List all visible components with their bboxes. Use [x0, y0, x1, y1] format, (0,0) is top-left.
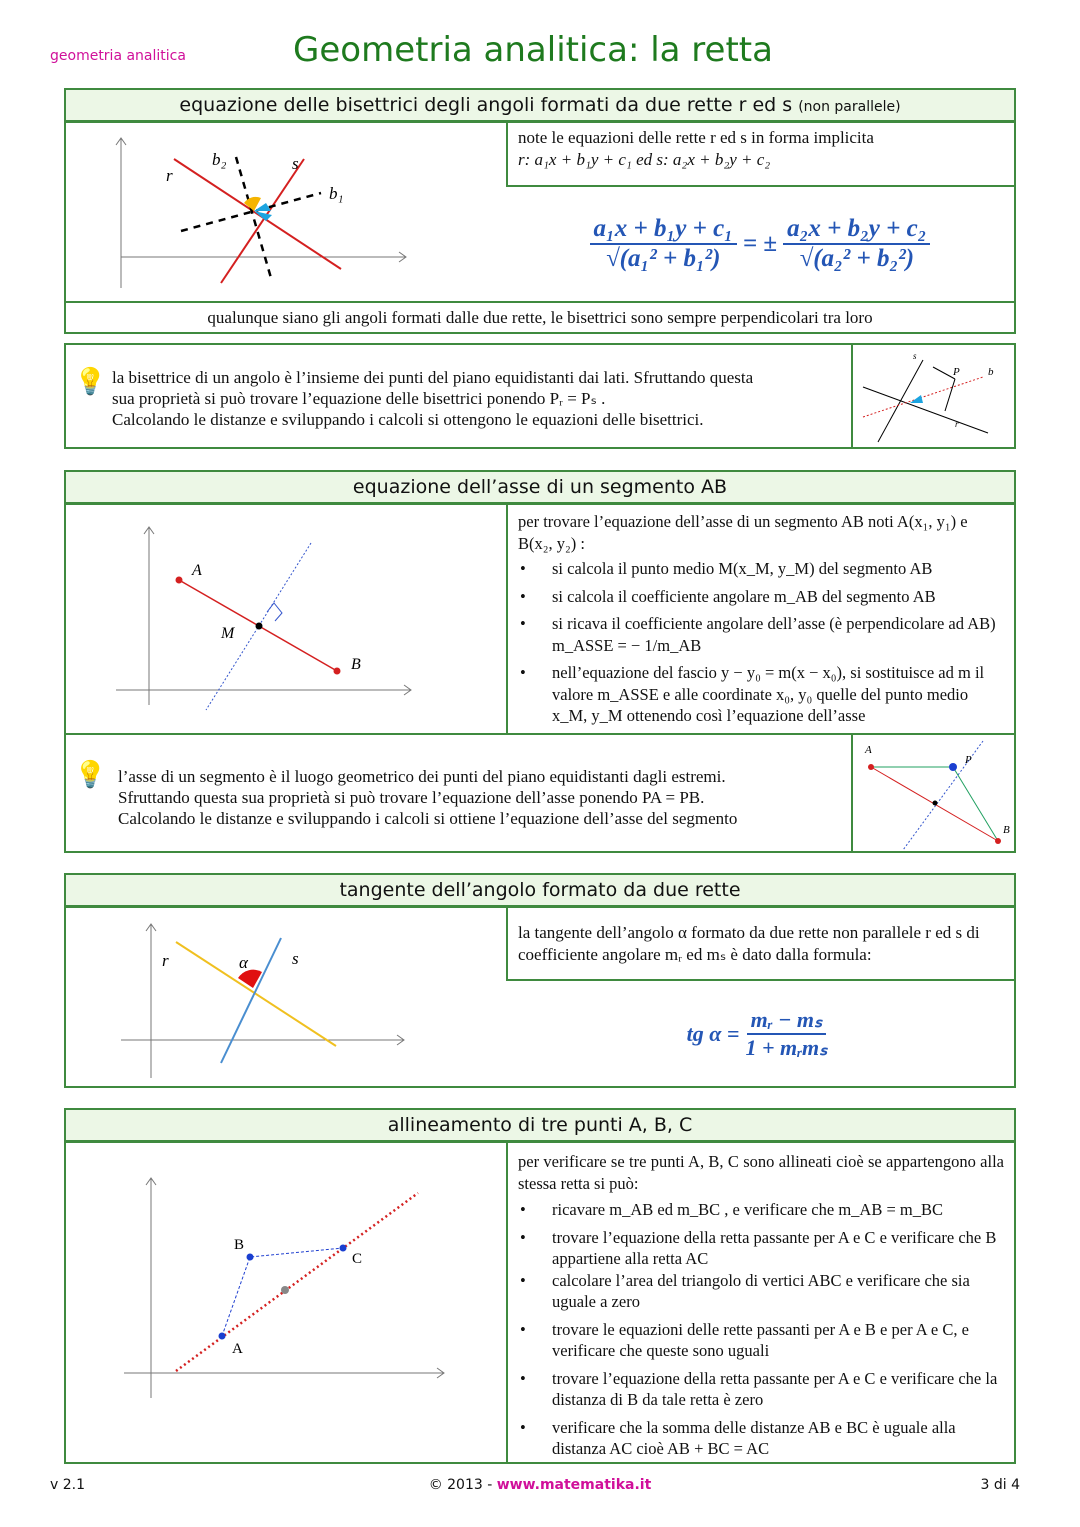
version: v 2.1	[50, 1477, 85, 1493]
list-item: • si calcola il coefficiente angolare m_AB del segmento AB	[518, 586, 1004, 608]
diagram-asse	[66, 505, 506, 733]
svg-text:P: P	[953, 366, 960, 378]
site-link[interactable]: www.matematika.it	[496, 1477, 652, 1493]
intro-text: note le equazioni delle rette r ed s in forma implicita	[518, 128, 874, 147]
intro-text: per verificare se tre punti A, B, C sono allineati cioè se appartengono alla stessa retta si può:	[518, 1152, 1004, 1193]
list-item: • calcolare l’area del triangolo di vertici ABC e verificare che sia uguale a zero	[518, 1270, 1004, 1313]
section-title: allineamento di tre punti A, B, C	[387, 1114, 693, 1136]
section-tangente	[64, 873, 1016, 1088]
page-number: 3 di 4	[980, 1477, 1020, 1493]
lightbulb-icon: 💡	[74, 367, 107, 396]
diagram-tip-bisettrice	[851, 345, 1016, 447]
tangent-formula: tg α = $\frac{\text{mᵣ − mₛ}}{\text{1 + mᵣmₛ}}$	[686, 1006, 828, 1060]
section-title: equazione dell’asse di un segmento AB	[352, 476, 728, 498]
list-item: • trovare le equazioni delle rette passanti per A e B e per A e C, e verificare che queste sono uguali	[518, 1319, 1004, 1362]
section-note: (non parallele)	[798, 99, 901, 115]
lightbulb-icon: 💡	[74, 760, 107, 789]
diagram-tangente	[66, 908, 506, 1086]
svg-text:B: B	[234, 1237, 245, 1253]
diagram-bisettrici	[66, 123, 506, 301]
diagram-allineamento	[66, 1143, 506, 1463]
svg-text:r: r	[162, 951, 169, 970]
svg-text:C: C	[352, 1251, 363, 1267]
svg-text:B: B	[1003, 824, 1010, 836]
svg-text:M: M	[221, 625, 235, 642]
list-item: • ricavare m_AB ed m_BC , e verificare che m_AB = m_BC	[518, 1199, 1004, 1221]
label-b1: b₁	[329, 184, 344, 203]
svg-text:A: A	[192, 562, 202, 579]
svg-text:b: b	[988, 366, 994, 378]
header-tag: geometria analitica	[50, 48, 186, 64]
svg-text:s: s	[292, 949, 299, 968]
bisector-formula: $\frac{\text{a₁x + b₁y + c₁}}{\text{√(a₁² + b₁²)}}$ = ± $\frac{\text{a₂x + b₂y + c₂}}{\text{√(a₂² + b₂²)}}$	[506, 187, 1014, 301]
label-s: s	[292, 154, 299, 173]
section-title: tangente dell’angolo formato da due rette	[339, 879, 741, 901]
section-bisettrici	[64, 88, 1016, 334]
copyright: © 2013 - www.matematika.it	[428, 1477, 652, 1493]
section-asse: equazione dell’asse di un segmento AB A M B per trovare l’equazione dell’asse di un segmento AB noti A(x₁, y₁) e B(x₂, y₂) : • si calcola il punto medio M(x_M, y_M) del segmento AB • si calcola il coefficiente angolare m_AB del segmento AB • si ricava il coefficiente angolare dell’asse (è perpendicolare ad AB) m_ASSE = − 1/m_AB • nell’equazione del fascio y − y₀ = m(x − x₀), si sostituisce ad m il valore m_ASSE e alle coordinate x₀, y₀ quelle del punto medio x_M, y_M ottenendo così l’equazione dell’asse 💡 l’asse di un segmento è il luogo geometrico dei punti del piano equidistanti dagli estremi. Sfruttando questa sua proprietà si può trovare l’equazione dell’asse ponendo PA = PB. Calcolando le distanze e sviluppando i calcoli si ottiene l’equazione dell’asse del segmento A P B	[64, 470, 1016, 853]
svg-text:P: P	[965, 754, 972, 766]
diagram-tip-asse	[851, 735, 1016, 851]
list-item: • nell’equazione del fascio y − y₀ = m(x − x₀), si sostituisce ad m il valore m_ASSE e alle coordinate x₀, y₀ quelle del punto medio x_M, y_M ottenendo così l’equazione dell’asse	[518, 662, 1004, 727]
label-b2: b₂	[212, 150, 227, 169]
label-alpha: α	[239, 953, 248, 972]
label-r: r	[166, 166, 173, 185]
svg-text:s: s	[913, 351, 917, 361]
svg-text:B: B	[351, 656, 361, 673]
list-item: • si ricava il coefficiente angolare dell’asse (è perpendicolare ad AB) m_ASSE = − 1/m_AB	[518, 613, 1004, 656]
svg-text:A: A	[865, 744, 872, 756]
list-item: • trovare l’equazione della retta passante per A e C e verificare che B appartiene alla retta AC	[518, 1227, 1004, 1270]
list-item: • verificare che la somma delle distanze AB e BC è uguale alla distanza AC cioè AB + BC = AC	[518, 1417, 1004, 1460]
perpendicular-note: qualunque siano gli angoli formati dalle due rette, le bisettrici sono sempre perpendicolari tra loro	[66, 301, 1014, 334]
tip-bisettrice: 💡 la bisettrice di un angolo è l’insieme dei punti del piano equidistanti dai lati. Sfruttando questa sua proprietà si può trovare l’equazione delle bisettrici ponendo Pᵣ = Pₛ . Calcolando le distanze e sviluppando i calcoli si ottengono le equazioni delle bisettrici. s P b r	[64, 343, 1016, 449]
list-item: • si calcola il punto medio M(x_M, y_M) del segmento AB	[518, 558, 1004, 580]
section-title: equazione delle bisettrici degli angoli formati da due rette r ed s	[179, 94, 793, 116]
svg-text:A: A	[232, 1341, 243, 1357]
svg-text:r: r	[955, 419, 959, 429]
intro-text: per trovare l’equazione dell’asse di un segmento AB noti A(x₁, y₁) e B(x₂, y₂) :	[518, 512, 968, 553]
section-allineamento	[64, 1108, 1016, 1464]
equations-r-s: r: a₁x + b₁y + c₁ ed s: a₂x + b₂y + c₂	[518, 150, 771, 169]
list-item: • trovare l’equazione della retta passante per A e C e verificare che la distanza di B da tale retta è zero	[518, 1368, 1004, 1411]
tangent-text: la tangente dell’angolo α formato da due rette non parallele r ed s di coefficiente angolare mᵣ ed mₛ è dato dalla formula:	[506, 908, 1014, 979]
page-title: Geometria analitica: la retta	[293, 30, 773, 70]
